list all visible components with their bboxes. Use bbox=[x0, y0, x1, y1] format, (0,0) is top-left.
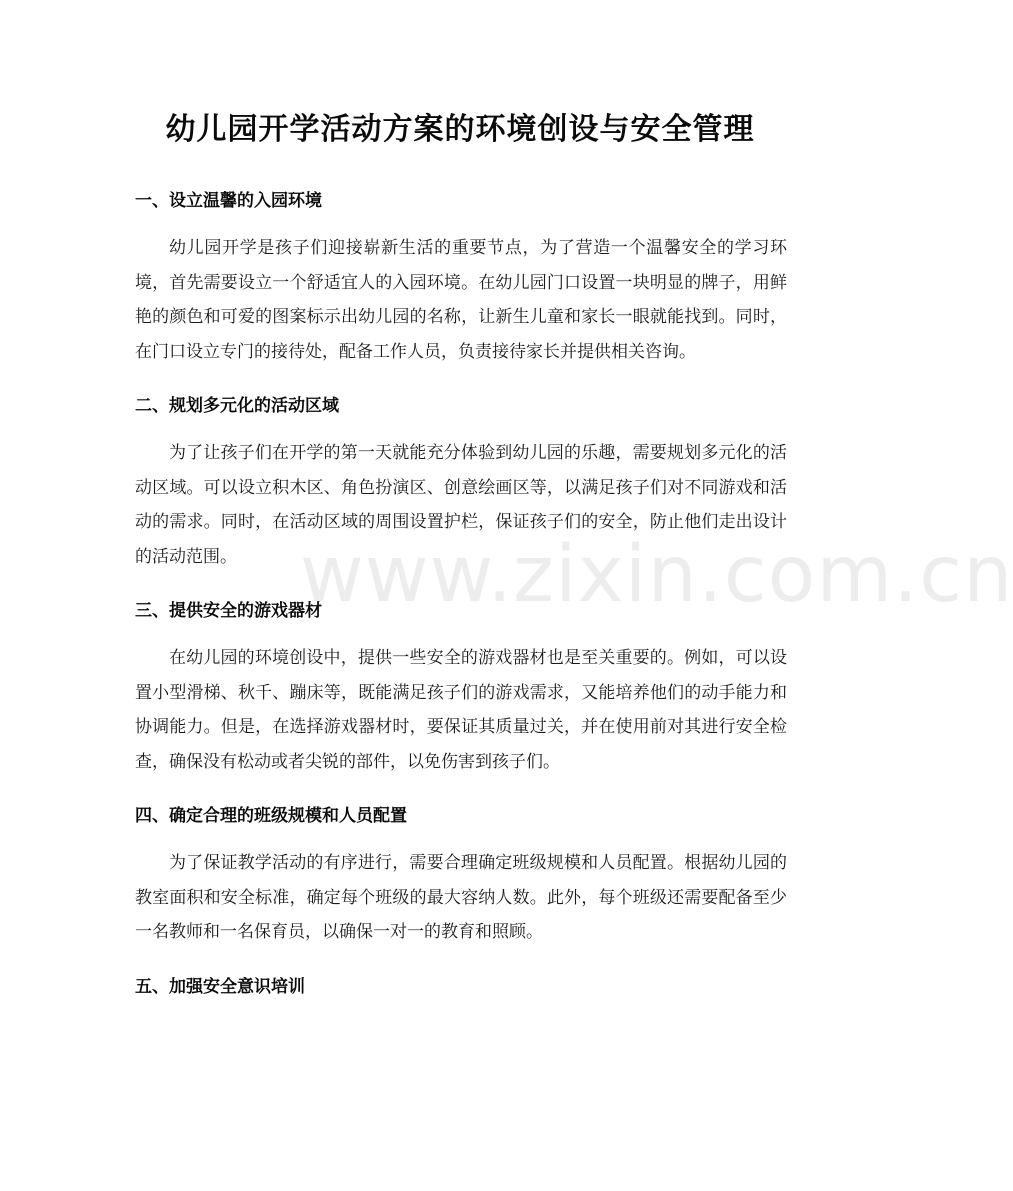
document-body bbox=[135, 183, 787, 1017]
section-paragraph-4: 为了保证教学活动的有序进行，需要合理确定班级规模和人员配置。根据幼儿园的教室面积和安全标准，确定每个班级的最大容纳人数。此外，每个班级还需要配备至少一名教师和一名保育员，以确保一对一的教育和照顾。 bbox=[135, 853, 787, 942]
section-heading-3: 三、提供安全的游戏器材 bbox=[135, 601, 322, 621]
section-heading-5: 五、加强安全意识培训 bbox=[135, 976, 305, 997]
document-title: 幼儿园开学活动方案的环境创设与安全管理 bbox=[165, 112, 755, 147]
section-heading-4: 四、确定合理的班级规模和人员配置 bbox=[135, 806, 407, 826]
section-paragraph-2: 为了让孩子们在开学的第一天就能充分体验到幼儿园的乐趣，需要规划多元化的活动区域。可以设立积木区、角色扮演区、创意绘画区等，以满足孩子们对不同游戏和活动的需求。同时，在活动区域的周围设置护栏，保证孩子们的安全，防止他们走出设计的活动范围。 bbox=[135, 443, 787, 567]
watermark-text: www.zixin.com.cn bbox=[300, 530, 1013, 620]
section-heading-2: 二、规划多元化的活动区域 bbox=[135, 396, 339, 416]
section-paragraph-1: 幼儿园开学是孩子们迎接崭新生活的重要节点，为了营造一个温馨安全的学习环境，首先需要设立一个舒适宜人的入园环境。在幼儿园门口设置一块明显的牌子，用鲜艳的颜色和可爱的图案标示出幼儿园的名称，让新生儿童和家长一眼就能找到。同时，在门口设立专门的接待处，配备工作人员，负责接待家长并提供相关咨询。 bbox=[135, 238, 787, 362]
section-heading-1: 一、设立温馨的入园环境 bbox=[135, 191, 322, 211]
section-paragraph-3: 在幼儿园的环境创设中，提供一些安全的游戏器材也是至关重要的。例如，可以设置小型滑梯、秋千、蹦床等，既能满足孩子们的游戏需求，又能培养他们的动手能力和协调能力。但是，在选择游戏器材时，要保证其质量过关，并在使用前对其进行安全检查，确保没有松动或者尖锐的部件，以免伤害到孩子们。 bbox=[135, 648, 787, 772]
